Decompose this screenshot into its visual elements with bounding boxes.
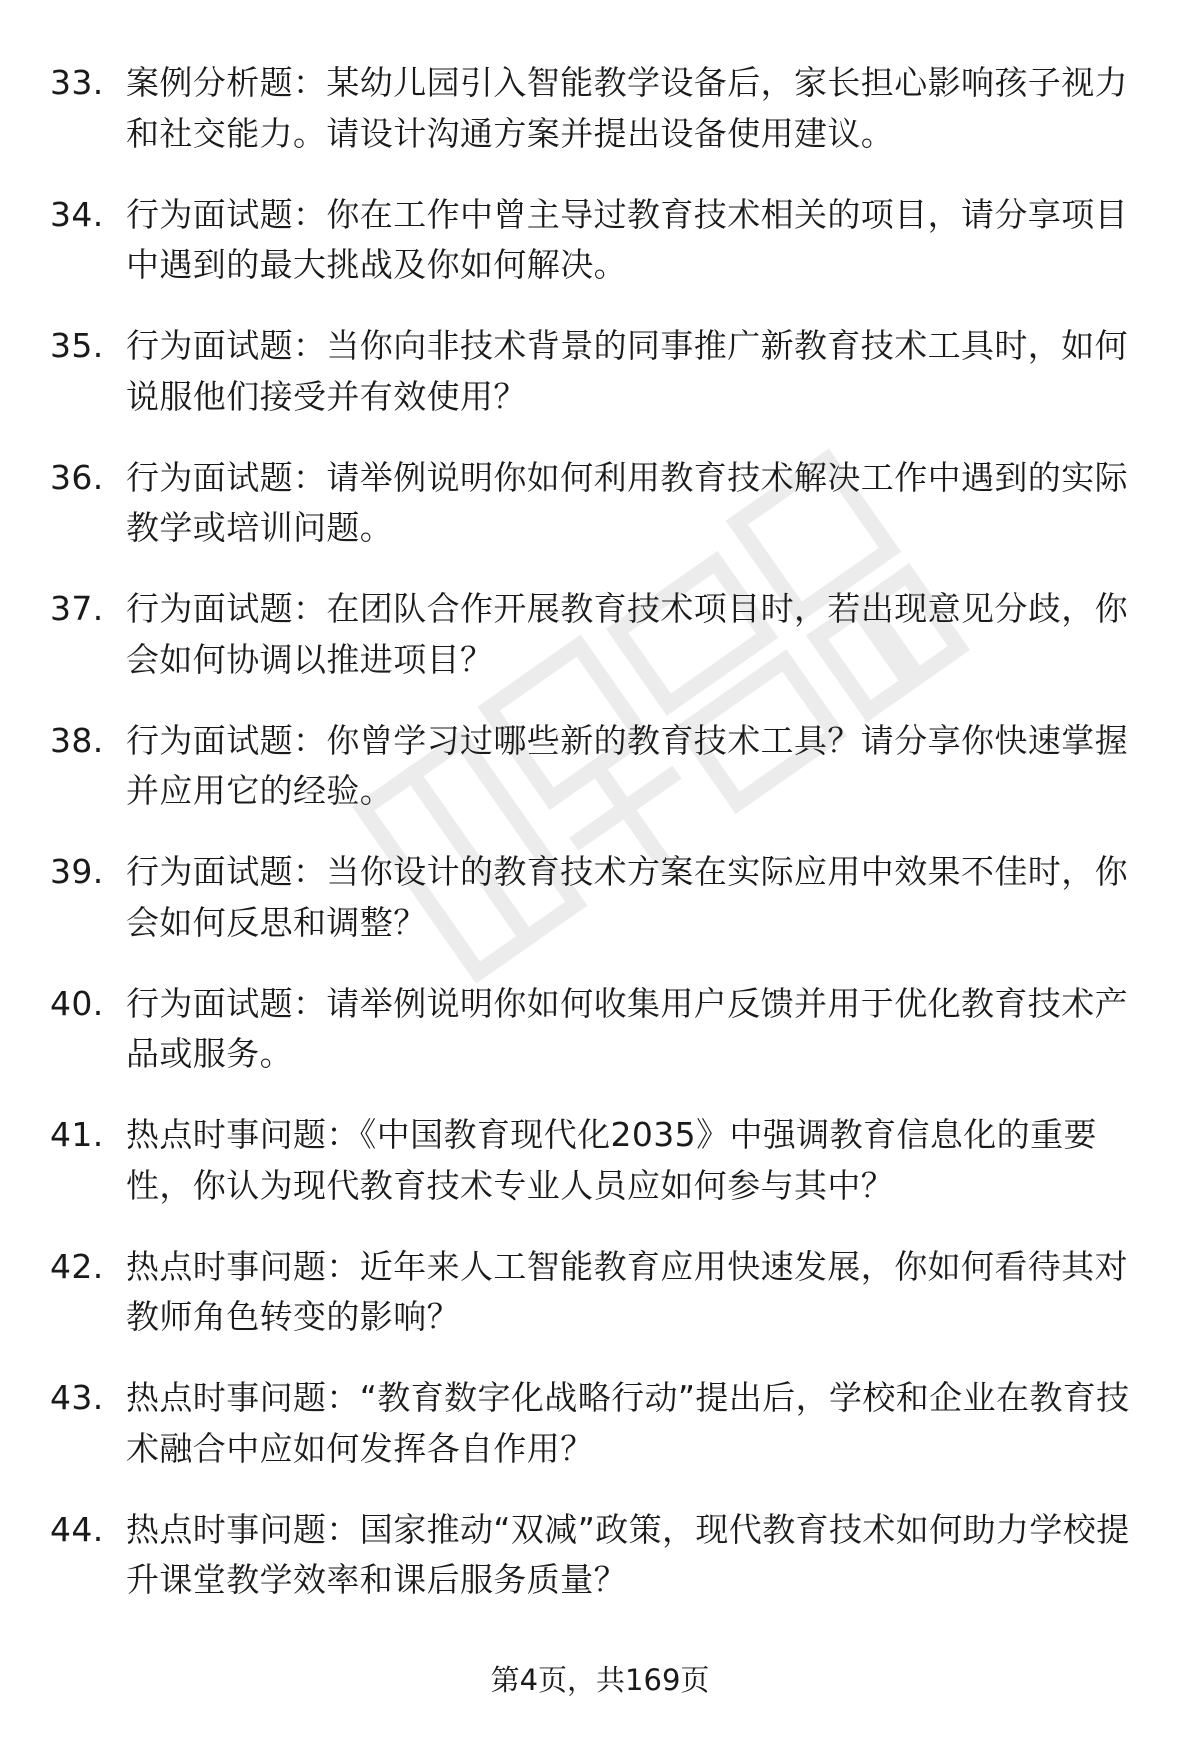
question-text: 行为面试题：当你设计的教育技术方案在实际应用中效果不佳时，你会如何反思和调整？ [126,852,1128,942]
page-number-label: 第4页，共169页 [490,1663,710,1697]
question-item [50,453,1160,554]
question-text: 行为面试题：请举例说明你如何收集用户反馈并用于优化教育技术产品或服务。 [126,983,1128,1073]
question-item [50,1373,1160,1474]
question-item [50,716,1160,817]
question-item [50,1242,1160,1343]
question-number: 36. [50,457,104,497]
question-item [50,1110,1160,1211]
question-text: 热点时事问题：近年来人工智能教育应用快速发展，你如何看待其对教师角色转变的影响？ [126,1246,1128,1336]
question-list [50,58,1160,1636]
question-number: 38. [50,720,104,760]
question-number: 39. [50,852,104,891]
question-number: 33. [50,63,104,102]
question-item [50,321,1160,422]
question-text: 行为面试题：当你向非技术背景的同事推广新教育技术工具时，如何说服他们接受并有效使用？ [126,326,1128,416]
question-item [50,1505,1160,1606]
question-number: 43. [50,1378,104,1417]
question-number: 34. [50,194,104,234]
question-number: 44. [50,1509,104,1549]
page-footer [0,1660,1200,1700]
question-text: 行为面试题：在团队合作开展教育技术项目时，若出现意见分歧，你会如何协调以推进项目？ [126,589,1128,679]
question-item [50,190,1160,291]
question-item [50,584,1160,685]
question-number: 42. [50,1246,104,1286]
question-text: 行为面试题：你曾学习过哪些新的教育技术工具？请分享你快速掌握并应用它的经验。 [126,720,1128,810]
question-item [50,847,1160,948]
question-text: 热点时事问题：《中国教育现代化2035》中强调教育信息化的重要性，你认为现代教育技术专业人员应如何参与其中？ [126,1115,1097,1205]
question-number: 37. [50,589,104,628]
question-item [50,58,1160,159]
question-number: 41. [50,1115,104,1154]
question-number: 35. [50,326,104,365]
question-number: 40. [50,983,104,1023]
question-text: 热点时事问题：国家推动“双减”政策，现代教育技术如何助力学校提升课堂教学效率和课后服务质量？ [126,1509,1130,1599]
question-text: 行为面试题：你在工作中曾主导过教育技术相关的项目，请分享项目中遇到的最大挑战及你如何解决。 [126,194,1128,284]
question-text: 案例分析题：某幼儿园引入智能教学设备后，家长担心影响孩子视力和社交能力。请设计沟通方案并提出设备使用建议。 [126,63,1128,153]
question-text: 行为面试题：请举例说明你如何利用教育技术解决工作中遇到的实际教学或培训问题。 [126,457,1128,547]
question-item [50,979,1160,1080]
question-text: 热点时事问题：“教育数字化战略行动”提出后，学校和企业在教育技术融合中应如何发挥各自作用？ [126,1378,1130,1468]
